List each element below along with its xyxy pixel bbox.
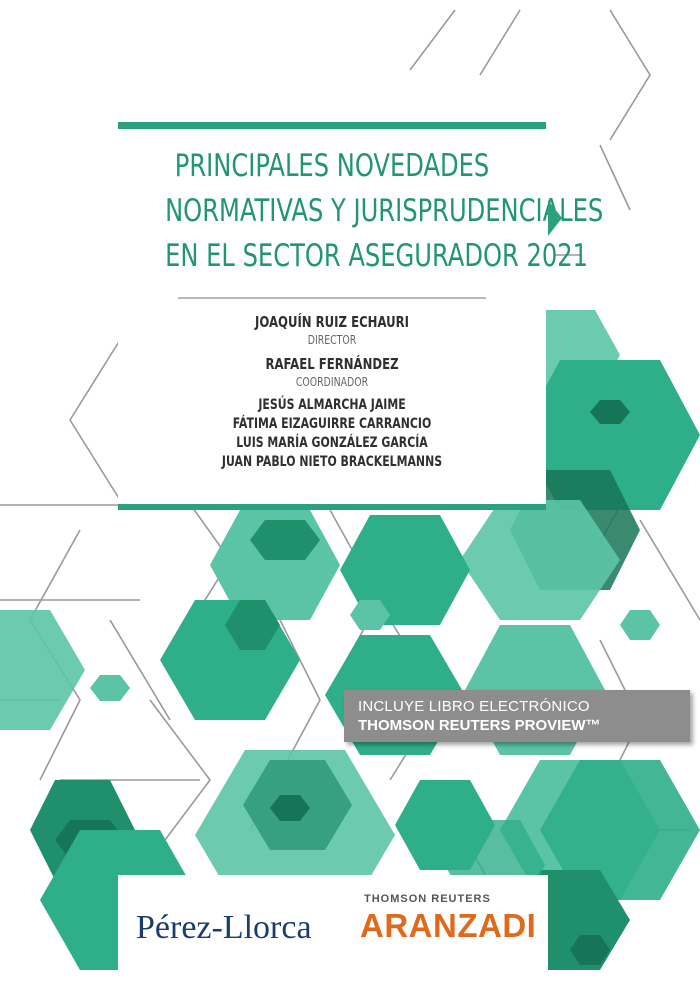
title-bottom-bar: [118, 504, 546, 510]
author-name: JUAN PABLO NIETO BRACKELMANNS: [221, 454, 443, 470]
author-list: [165, 396, 499, 472]
book-title: [165, 144, 604, 279]
author-name: JESÚS ALMARCHA JAIME: [258, 397, 406, 413]
coordinator-role: COORDINADOR: [295, 375, 369, 389]
title-divider: [178, 297, 486, 299]
perez-llorca-logo: Pérez-Llorca: [136, 909, 312, 946]
director-name: JOAQUÍN RUIZ ECHAURI: [254, 313, 410, 331]
publisher-panel: [118, 875, 548, 990]
thomson-reuters-label: THOMSON REUTERS: [364, 893, 491, 905]
title-line-1: PRINCIPALES NOVEDADES: [174, 148, 490, 184]
title-line-2: NORMATIVAS Y JURISPRUDENCIALES: [165, 193, 604, 229]
author-name: LUIS MARÍA GONZÁLEZ GARCÍA: [236, 435, 428, 451]
ebook-badge: [344, 690, 690, 742]
title-line-3: EN EL SECTOR ASEGURADOR 2021: [165, 238, 589, 274]
arrow-right-icon: [548, 200, 562, 236]
author-name: FÁTIMA EIZAGUIRRE CARRANCIO: [232, 416, 432, 432]
title-panel: [118, 122, 604, 510]
title-top-bar: [118, 122, 546, 129]
ebook-badge-line-1: INCLUYE LIBRO ELECTRÓNICO: [358, 698, 590, 715]
aranzadi-logo: ARANZADI: [360, 907, 537, 944]
credits: [165, 312, 499, 472]
director-role: DIRECTOR: [307, 333, 357, 347]
coordinator-name: RAFAEL FERNÁNDEZ: [265, 355, 399, 373]
ebook-badge-line-2: THOMSON REUTERS PROVIEW™: [358, 717, 601, 734]
